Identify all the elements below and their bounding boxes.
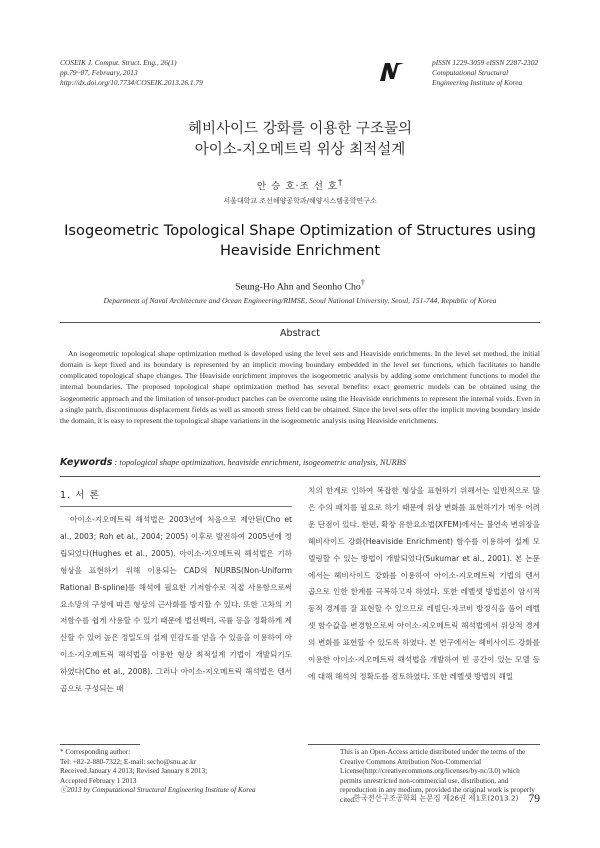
issn-line: pISSN 1229-3059 eISSN 2287-2302 (432, 58, 539, 67)
abstract-text: An isogeometric topological shape optimization method is developed using the level sets and Heaviside enrichments. In the level set method, the initial domain is kept fixed and its boundary is represented by an implicit moving boundary embedded in the level set functions, which facilitates to handle complicated topological shape changes. The Heaviside enrichment improves the isogeometric analysis by adding some enrichment functions to model the internal boundaries. The proposed topological shape optimization method has several benefits: exact geometric models can be obtained using the isogeometric approach and the limitation of tensor-product patches can be overcome using the Heaviside enrichments to represent the internal voids. Even in a single patch, discontinuous displacement fields as well as smooth stress field can be obtained. Since the level sets offer the implicit moving boundary inside the domain, it is easy to represent the topological shape variations in the isogeometric analysis using Heaviside enrichments. (60, 349, 540, 425)
body-column-right: 치의 한계로 인하여 복잡한 형상을 표현하기 위해서는 일반적으로 많은 수의 패치를 필요로 하기 때문에 위상 변화를 표현하기가 매우 어려운 단점이 있다. 한편, 확장 유한요소법(XFEM)에서는 불연속 변위장을 헤비사이드 강화(Heaviside Enrichment) 함수를 이용하여 설계 모델링할 수 있는 방법이 개발되었다(Sukumar et al., 2001). 본 논문에서는 헤비사이드 강화를 이용하여 아이소-지오메트릭 기법의 텐서 곱으로 인한 한계를 극복하고자 하였다. 또한 레벨셋 방법론이 암시적 동적 경계를 잘 표현할 수 있으므로 레빌딘-자코비 방정식을 풀어 레벨셋 함수값을 변경함으로써 아이소-지오메트릭 해석법에서 위상적 경계의 변화를 표현할 수 있도록 하였다. 본 연구에서는 헤비사이드 강화를 이용한 아이소-지오메트릭 해석법을 개발하여 빈 공간이 있는 모델 등에 대해 해석의 정확도를 검토하였다. 또한 레벨셋 방법의 해밀 (308, 486, 540, 681)
abstract-bottom-rule (60, 476, 540, 477)
abstract-heading: Abstract (280, 328, 320, 339)
open-access-note: This is an Open-Access article distributed under the terms of the Creative Commons Attribution Non-Commercial License(http://creativecommons.org/licenses/by-nc/3.0) which permits unrestricted non-commercial use, distribution, and reproduction in any medium, provided the original work is properly cited. (340, 748, 535, 804)
body-column-left: 아이소-지오메트릭 해석법은 2003년에 처음으로 제안된(Cho et al., 2003; Roh et al., 2004; 2005) 이후로 발전하여 2005년에 정립되었다(Hughes et al., 2005). 아이소-지오메트릭 해석법은 기하형상을 표현하기 위해 이용되는 CAD의 NURBS(Non-Uniform Rational B-spline)를 해석에 필요한 기저함수로 직접 사용함으로써 요소망의 구성에 따른 형상의 근사화를 방지할 수 있다. 또한 고차의 기저함수를 쉽게 사용할 수 있기 때문에 법선벡터, 곡률 등을 정확하게 계산할 수 있어 높은 정밀도의 설계 민감도를 얻을 수 있음을 이용하여 아이소-지오메트릭 해석법을 이용한 형상 최적설계 기법이 개발되기도 하였다(Cho et al., 2008). 그러나 아이소-지오메트릭 해석법은 텐서 곱으로 구성되는 패 (60, 515, 292, 694)
keywords-text: topological shape optimization, heaviside enrichment, isogeometric analysis, NURBS (119, 458, 406, 467)
footnote-accepted: Accepted February 1 2013 (60, 776, 137, 785)
publisher-line-1: Computational Structural (432, 68, 509, 77)
citation-journal: COSEIK J. Comput. Struct. Eng., 26(1) (60, 58, 177, 67)
korean-title-line-1: 헤비사이드 강화를 이용한 구조물의 (188, 121, 412, 137)
korean-affiliation: 서울대학교 조선해양공학과/해양시스템공학연구소 (223, 197, 377, 205)
footnote-corresponding: * Corresponding author: (60, 748, 131, 756)
footnote-received: Received January 4 2013; Revised January 8 2013; (60, 767, 208, 776)
korean-title (0, 119, 600, 161)
corresponding-mark-en: † (360, 278, 365, 287)
english-author-names: Seung-Ho Ahn and Seonho Cho (235, 281, 361, 293)
footnote-contact: Tel: +82-2-880-7322; E-mail: secho@snu.ac.kr (60, 757, 197, 766)
footnote-copyright: ⓒ2013 by Computational Structural Engineering Institute of Korea (60, 786, 256, 795)
english-title-line-2: Heaviside Enrichment (219, 242, 381, 259)
section-title: 1. 서 론 (60, 490, 100, 501)
english-affiliation: Department of Naval Architecture and Ocean Engineering/RIMSE, Seoul National University, Seoul, 151-744, Republic of Korea (103, 296, 497, 305)
citation-pages: pp.79~87, February, 2013 (60, 68, 138, 77)
coseik-logo-icon (378, 61, 406, 83)
citation-block (60, 58, 203, 88)
keywords-separator: : (112, 458, 120, 467)
footer-journal-name: 한국전산구조공학회 논문집 제26권 제1호(2013.2) (353, 793, 519, 803)
publisher-line-2: Engineering Institute of Korea (432, 78, 523, 87)
footnote-rule (60, 744, 140, 745)
korean-authors (0, 178, 600, 192)
english-title (0, 221, 600, 261)
open-access-rule (308, 744, 540, 745)
english-title-line-1: Isogeometric Topological Shape Optimization of Structures using (64, 222, 536, 239)
section-title-rule (60, 506, 292, 507)
corresponding-mark: † (338, 178, 344, 187)
keywords-label: Keywords (60, 457, 113, 468)
citation-doi: http://dx.doi.org/10.7734/COSEIK.2013.26.1.79 (60, 78, 203, 87)
page-number: 79 (528, 792, 540, 805)
page-header (60, 58, 540, 94)
keywords-line (60, 457, 540, 468)
issn-block (432, 58, 540, 88)
page-footer (340, 788, 540, 807)
footnote-block (60, 748, 300, 796)
abstract-top-rule (60, 322, 540, 323)
korean-author-names: 안 승 호·조 선 호 (256, 181, 339, 193)
korean-title-line-2: 아이소-지오메트릭 위상 최적설계 (194, 142, 406, 158)
english-authors (0, 278, 600, 292)
